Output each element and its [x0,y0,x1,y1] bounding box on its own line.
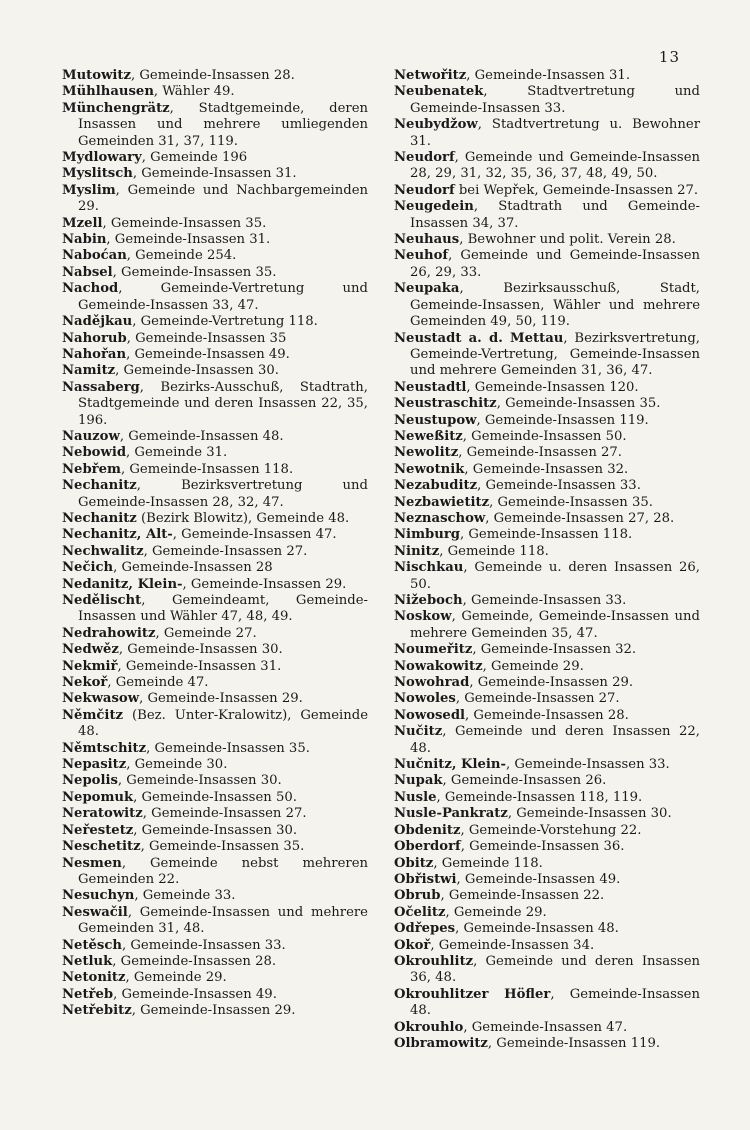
entry-description: , Gemeinde-Insassen 118. [460,527,633,543]
entry-description: , Gemeinde-Insassen 35. [140,839,305,855]
index-entry [394,199,700,232]
entry-place-name: Netonitz [62,970,126,986]
entry-place-name: Nepomuk [62,789,134,805]
index-entry [394,84,700,117]
entry-place-name: Nepolis [62,773,118,789]
index-entry [394,691,700,707]
index-entry [394,987,700,1020]
index-entry [62,741,368,757]
entry-place-name: Nezbawietitz [394,494,490,510]
index-entry [62,347,368,363]
entry-description: , Gemeinde-Insassen 28 [113,560,273,576]
entry-place-name: Neuhaus [394,232,460,248]
entry-description: , Gemeinde und deren Insassen 22, 48. [410,724,700,756]
entry-description: (Bez. Unter-Kralowitz), Gemeinde 48. [78,707,368,740]
entry-place-name: Ninitz [394,543,440,559]
entry-place-name: Nowosedl [394,707,466,723]
index-entry [394,773,700,789]
entry-description: , Gemeinde und Gemeinde-Insassen 26, 29, 33. [410,248,700,280]
index-entry [394,1036,700,1052]
entry-description: , Gemeinde-Insassen 47. [463,1019,628,1035]
entry-description: , Gemeinde und deren Insassen 36, 48. [410,953,700,986]
entry-description: , Gemeinde-Insassen 30. [117,773,282,789]
entry-description: , Bewohner und polit. Verein 28. [459,232,676,248]
index-entry [394,872,700,888]
entry-place-name: Netwořitz [394,68,467,83]
index-entry [62,757,368,773]
entry-place-name: Neugedein [394,199,474,215]
entry-description: , Bezirks-Ausschuß, Stadtrath, Stadtgemeinde und deren Insassen 22, 35, 196. [78,379,368,428]
index-entry [394,380,700,396]
entry-place-name: Nischkau [394,560,464,576]
index-entry [394,823,700,839]
entry-place-name: Nedwěz [62,642,119,658]
index-entry [62,183,368,216]
entry-description: , Gemeinde-Insassen 30. [115,363,279,379]
index-entry [394,232,700,248]
entry-place-name: Nedělischt [62,593,142,608]
entry-description: , Gemeinde-Insassen 29. [139,691,303,707]
index-entry [62,265,368,281]
entry-description: , Gemeinde-Insassen 35. [496,396,661,412]
entry-place-name: Nechanitz, Alt- [62,527,173,543]
index-entry [394,495,700,511]
entry-place-name: Nekwasow [62,691,140,707]
entry-description: , Gemeinde 29. [445,904,547,920]
entry-description: , Gemeinde-Insassen 27. [455,691,620,707]
entry-description: , Gemeinde-Insassen 31. [106,232,271,248]
index-entry [394,413,700,429]
entry-place-name: Neschetitz [62,839,141,855]
entry-place-name: Netěsch [62,937,122,953]
entry-description: , Gemeinde-Insassen 30. [133,822,298,838]
entry-place-name: Newotnik [394,461,465,477]
index-entry [62,511,368,527]
entry-place-name: Nusle [394,789,437,805]
index-entry [62,954,368,970]
entry-place-name: Okrouhlitzer Höfler [394,986,551,1002]
entry-description: , Gemeinde 29. [482,658,584,674]
index-entry [394,527,700,543]
entry-place-name: Netřebitz [62,1003,132,1019]
index-entry [394,708,700,724]
entry-description: , Gemeinde-Insassen 29. [182,576,347,592]
entry-place-name: Obdenitz [394,822,461,838]
left-column [62,68,368,1052]
index-entry [62,905,368,938]
index-entry [62,691,368,707]
index-entry [62,216,368,232]
index-entry [62,675,368,691]
index-entry [394,806,700,822]
index-entry [62,314,368,330]
entry-description: , Gemeinde-Insassen 33. [462,593,627,608]
index-entry [394,905,700,921]
index-entry [394,544,700,560]
index-entry [394,560,700,593]
index-entry [394,445,700,461]
entry-place-name: Mydlowary [62,150,142,166]
entry-place-name: Nebřem [62,461,121,477]
entry-description: , Gemeinde-Insassen 48. [455,921,619,937]
entry-description: , Gemeinde-Insassen 119. [487,1035,661,1051]
entry-description: , Gemeinde-Insassen 22. [440,888,605,904]
index-entry [62,806,368,822]
index-entry [394,1020,700,1036]
entry-place-name: Nučitz [394,724,443,740]
index-entry [62,577,368,593]
entry-description: , Gemeinde-Insassen 49. [113,986,277,1002]
entry-place-name: Nauzow [62,428,120,444]
entry-place-name: Nechanitz [62,510,137,526]
index-entry [62,68,368,84]
index-entry [62,281,368,314]
entry-place-name: Neudorf [394,182,455,198]
entry-description: , Gemeinde-Vertretung und Gemeinde-Insassen 33, 47. [78,281,368,313]
entry-description: , Bezirksvertretung, Gemeinde-Vertretung, Gemeinde-Insassen und mehrere Gemeinden 31, 36, 47. [410,330,700,379]
entry-description: , Gemeinde-Insassen 26. [442,773,607,789]
entry-place-name: Myslitsch [62,166,133,182]
index-columns [62,68,700,1052]
entry-description: , Gemeinde 118. [439,543,549,559]
entry-description: , Bezirksausschuß, Stadt, Gemeinde-Insassen, Wähler und mehrere Gemeinden 49, 50, 119. [410,281,700,330]
entry-place-name: Nahořan [62,346,127,362]
entry-place-name: Mutowitz [62,68,132,83]
entry-description: , Gemeinde und Nachbargemeinden 29. [78,182,368,215]
entry-description: , Gemeinde-Insassen 27. [142,806,307,822]
entry-description: , Gemeinde 47. [107,675,209,691]
index-entry [62,593,368,626]
entry-place-name: Neřestetz [62,822,134,838]
entry-description: , Gemeinde-Insassen 35. [146,740,310,756]
index-entry [62,429,368,445]
entry-place-name: Nekmiř [62,658,118,674]
entry-place-name: Oberdorf [394,839,461,855]
index-entry [394,954,700,987]
index-entry [62,790,368,806]
index-entry [62,478,368,511]
index-entry [62,1003,368,1019]
index-entry [394,68,700,84]
entry-description: , Gemeinde-Insassen 35. [112,264,277,280]
index-entry [62,642,368,658]
entry-description: , Gemeinde-Insassen 49. [126,346,290,362]
entry-description: , Gemeinde-Insassen 118. [120,461,294,477]
entry-description: , Gemeinde-Insassen 32. [464,461,629,477]
index-entry [394,183,700,199]
entry-place-name: Nedrahowitz [62,625,156,641]
index-entry [394,757,700,773]
entry-description: , Gemeinde, Gemeinde-Insassen und mehrere Gemeinden 35, 47. [410,609,700,641]
index-entry [62,856,368,889]
index-entry [62,970,368,986]
entry-place-name: Nižeboch [394,593,463,608]
index-entry [62,527,368,543]
entry-place-name: Nučnitz, Klein- [394,757,506,773]
entry-description: , Gemeinde-Insassen 27, 28. [485,510,675,526]
entry-description: , Gemeinde-Insassen 30. [507,806,672,822]
entry-place-name: Neustraschitz [394,396,497,412]
entry-place-name: Neustadt a. d. Mettau [394,330,564,346]
index-entry [62,938,368,954]
entry-place-name: Olbramowitz [394,1035,488,1051]
entry-description: , Gemeinde-Insassen 28. [112,953,277,969]
entry-description: , Gemeinde 31. [126,445,228,461]
entry-place-name: Okoř [394,937,431,953]
index-entry [62,560,368,576]
entry-place-name: Nečich [62,560,114,576]
right-column [394,68,700,1052]
index-entry [394,888,700,904]
entry-description: , Gemeinde-Insassen 31. [117,658,282,674]
index-entry [62,232,368,248]
index-entry [394,331,700,380]
entry-place-name: Obitz [394,855,434,871]
entry-description: , Gemeinde-Insassen 33. [477,478,641,494]
index-entry [394,462,700,478]
entry-place-name: Nesmen [62,855,122,871]
entry-place-name: Münchengrätz [62,100,170,116]
index-entry [62,626,368,642]
entry-place-name: Nesuchyn [62,888,135,904]
entry-description: , Gemeinde-Insassen 118, 119. [436,789,643,805]
entry-place-name: Očelitz [394,904,446,920]
entry-description: , Gemeinde 196 [141,150,248,166]
entry-description: , Gemeindeamt, Gemeinde-Insassen und Wähler 47, 48, 49. [78,593,368,625]
entry-description: , Stadtvertretung u. Bewohner 31. [410,117,700,149]
entry-place-name: Nimburg [394,527,460,543]
entry-place-name: Neustupow [394,412,477,428]
index-entry [394,921,700,937]
entry-description: , Gemeinde-Insassen 34. [430,937,595,953]
entry-place-name: Nechanitz [62,478,137,494]
entry-place-name: Nekoř [62,675,108,691]
entry-place-name: Okrouhlo [394,1019,464,1035]
index-entry [62,823,368,839]
index-entry [62,544,368,560]
entry-place-name: Mühlhausen [62,84,154,100]
index-entry [62,363,368,379]
index-entry [394,511,700,527]
entry-place-name: Noskow [394,609,452,625]
index-entry [62,773,368,789]
index-entry [62,331,368,347]
entry-description: , Gemeinde-Insassen 35 [126,330,287,346]
entry-description: bei Wepřek, Gemeinde-Insassen 27. [454,182,699,198]
entry-place-name: Neweßitz [394,428,463,444]
entry-description: , Gemeinde-Insassen 50. [462,428,627,444]
index-entry [394,281,700,330]
entry-place-name: Němtschitz [62,740,147,756]
entry-place-name: Nowakowitz [394,658,483,674]
entry-description: , Gemeinde-Insassen 48. [119,428,284,444]
index-entry [394,478,700,494]
entry-place-name: Němčitz [62,707,124,723]
entry-description: , Gemeinde-Insassen 47. [172,527,337,543]
entry-description: , Gemeinde 27. [155,625,257,641]
entry-description: , Gemeinde-Insassen 32. [472,642,637,658]
entry-place-name: Nabin [62,232,107,248]
index-entry [394,396,700,412]
index-entry [394,117,700,150]
index-entry [394,593,700,609]
entry-description: , Gemeinde-Insassen 29. [469,675,634,691]
entry-place-name: Nadějkau [62,314,133,330]
entry-place-name: Neupaka [394,281,460,297]
entry-description: , Stadtrath und Gemeinde-Insassen 34, 37. [410,199,700,231]
index-entry [394,839,700,855]
index-entry [62,150,368,166]
entry-description: , Gemeinde-Insassen 31. [466,68,631,83]
entry-place-name: Nezabuditz [394,478,478,494]
entry-description: , Gemeinde-Insassen 119. [476,412,649,428]
index-entry [62,462,368,478]
entry-place-name: Nupak [394,773,443,789]
entry-description: , Gemeinde u. deren Insassen 26, 50. [410,560,700,592]
index-entry [62,888,368,904]
index-entry [62,445,368,461]
entry-place-name: Neuhof [394,248,449,264]
entry-place-name: Netluk [62,953,113,969]
index-entry [62,708,368,741]
entry-place-name: Nassaberg [62,379,140,395]
entry-place-name: Obrub [394,888,441,904]
entry-place-name: Netřeb [62,986,114,1002]
entry-description: , Gemeinde-Insassen 50. [133,789,297,805]
entry-place-name: Myslim [62,182,116,198]
entry-place-name: Mzell [62,215,103,231]
index-entry [62,987,368,1003]
index-entry [62,166,368,182]
page-number: 13 [658,48,680,66]
index-entry [394,248,700,281]
entry-description: , Gemeinde 254. [126,248,237,264]
entry-description: , Wähler 49. [153,84,235,100]
index-entry [394,675,700,691]
entry-description: , Gemeinde-Insassen 35. [102,215,267,231]
entry-description: , Gemeinde-Insassen 33. [505,757,670,773]
entry-place-name: Neubydžow [394,117,478,133]
entry-description: , Gemeinde-Vertretung 118. [132,314,318,330]
entry-place-name: Nusle-Pankratz [394,806,508,822]
index-entry [394,609,700,642]
entry-description: , Gemeinde 30. [126,757,228,773]
entry-place-name: Nechwalitz [62,543,144,559]
entry-description: , Gemeinde 33. [134,888,236,904]
entry-place-name: Nedanitz, Klein- [62,576,183,592]
entry-place-name: Neubenatek [394,84,484,100]
index-entry [394,659,700,675]
index-entry [394,856,700,872]
entry-place-name: Nebowid [62,445,127,461]
entry-description: , Bezirksvertretung und Gemeinde-Insassen 28, 32, 47. [78,478,368,510]
entry-place-name: Odřepes [394,921,456,937]
entry-place-name: Nabsel [62,264,113,280]
entry-place-name: Namitz [62,363,116,379]
entry-description: , Gemeinde-Insassen 28. [465,707,629,723]
entry-description: , Gemeinde-Insassen 35. [489,494,653,510]
entry-place-name: Nowohrad [394,675,470,691]
entry-place-name: Neudorf [394,150,455,166]
entry-place-name: Nepasitz [62,757,127,773]
entry-description: , Gemeinde-Insassen 29. [131,1003,296,1019]
entry-place-name: Okrouhlitz [394,953,474,969]
entry-description: , Gemeinde-Insassen 27. [458,445,622,461]
index-entry [394,150,700,183]
entry-place-name: Neznaschow [394,510,486,526]
index-entry [394,790,700,806]
entry-description: , Gemeinde-Insassen 120. [466,379,639,395]
index-entry [62,659,368,675]
entry-description: , Gemeinde-Insassen 31. [132,166,297,182]
entry-description: , Gemeinde nebst mehreren Gemeinden 22. [78,855,368,887]
index-entry [394,642,700,658]
entry-place-name: Newolitz [394,445,459,461]
index-entry [62,839,368,855]
entry-description: , Stadtgemeinde, deren Insassen und mehrere umliegenden Gemeinden 31, 37, 119. [78,100,368,149]
index-entry [62,380,368,429]
index-entry [394,724,700,757]
entry-place-name: Noumeřitz [394,642,473,658]
index-entry [62,84,368,100]
entry-description: , Gemeinde-Vorstehung 22. [460,822,642,838]
index-entry [394,938,700,954]
entry-description: , Gemeinde-Insassen und mehrere Gemeinden 31, 48. [78,904,368,937]
entry-description: , Gemeinde und Gemeinde-Insassen 28, 29, 31, 32, 35, 36, 37, 48, 49, 50. [410,150,700,182]
entry-description: , Gemeinde 29. [125,970,227,986]
entry-place-name: Nahorub [62,330,127,346]
entry-place-name: Naboćan [62,248,127,264]
entry-place-name: Neustadtl [394,379,467,395]
entry-description: , Gemeinde-Insassen 33. [121,937,286,953]
entry-place-name: Neswačil [62,904,128,920]
entry-description: , Gemeinde-Insassen 36. [460,839,625,855]
entry-description: , Gemeinde-Insassen 48. [410,986,700,1019]
entry-place-name: Nachod [62,281,119,297]
entry-description: , Stadtvertretung und Gemeinde-Insassen 33. [410,84,700,116]
entry-description: , Gemeinde-Insassen 49. [456,871,621,887]
entry-place-name: Neratowitz [62,806,143,822]
entry-description: , Gemeinde-Insassen 30. [118,642,283,658]
entry-description: , Gemeinde 118. [433,855,543,871]
index-entry [394,429,700,445]
entry-place-name: Obřistwi [394,871,457,887]
entry-place-name: Nowoles [394,691,456,707]
index-entry [62,248,368,264]
entry-description: , Gemeinde-Insassen 27. [143,543,308,559]
index-entry [62,101,368,150]
entry-description: (Bezirk Blowitz), Gemeinde 48. [136,510,350,526]
entry-description: , Gemeinde-Insassen 28. [131,68,295,83]
